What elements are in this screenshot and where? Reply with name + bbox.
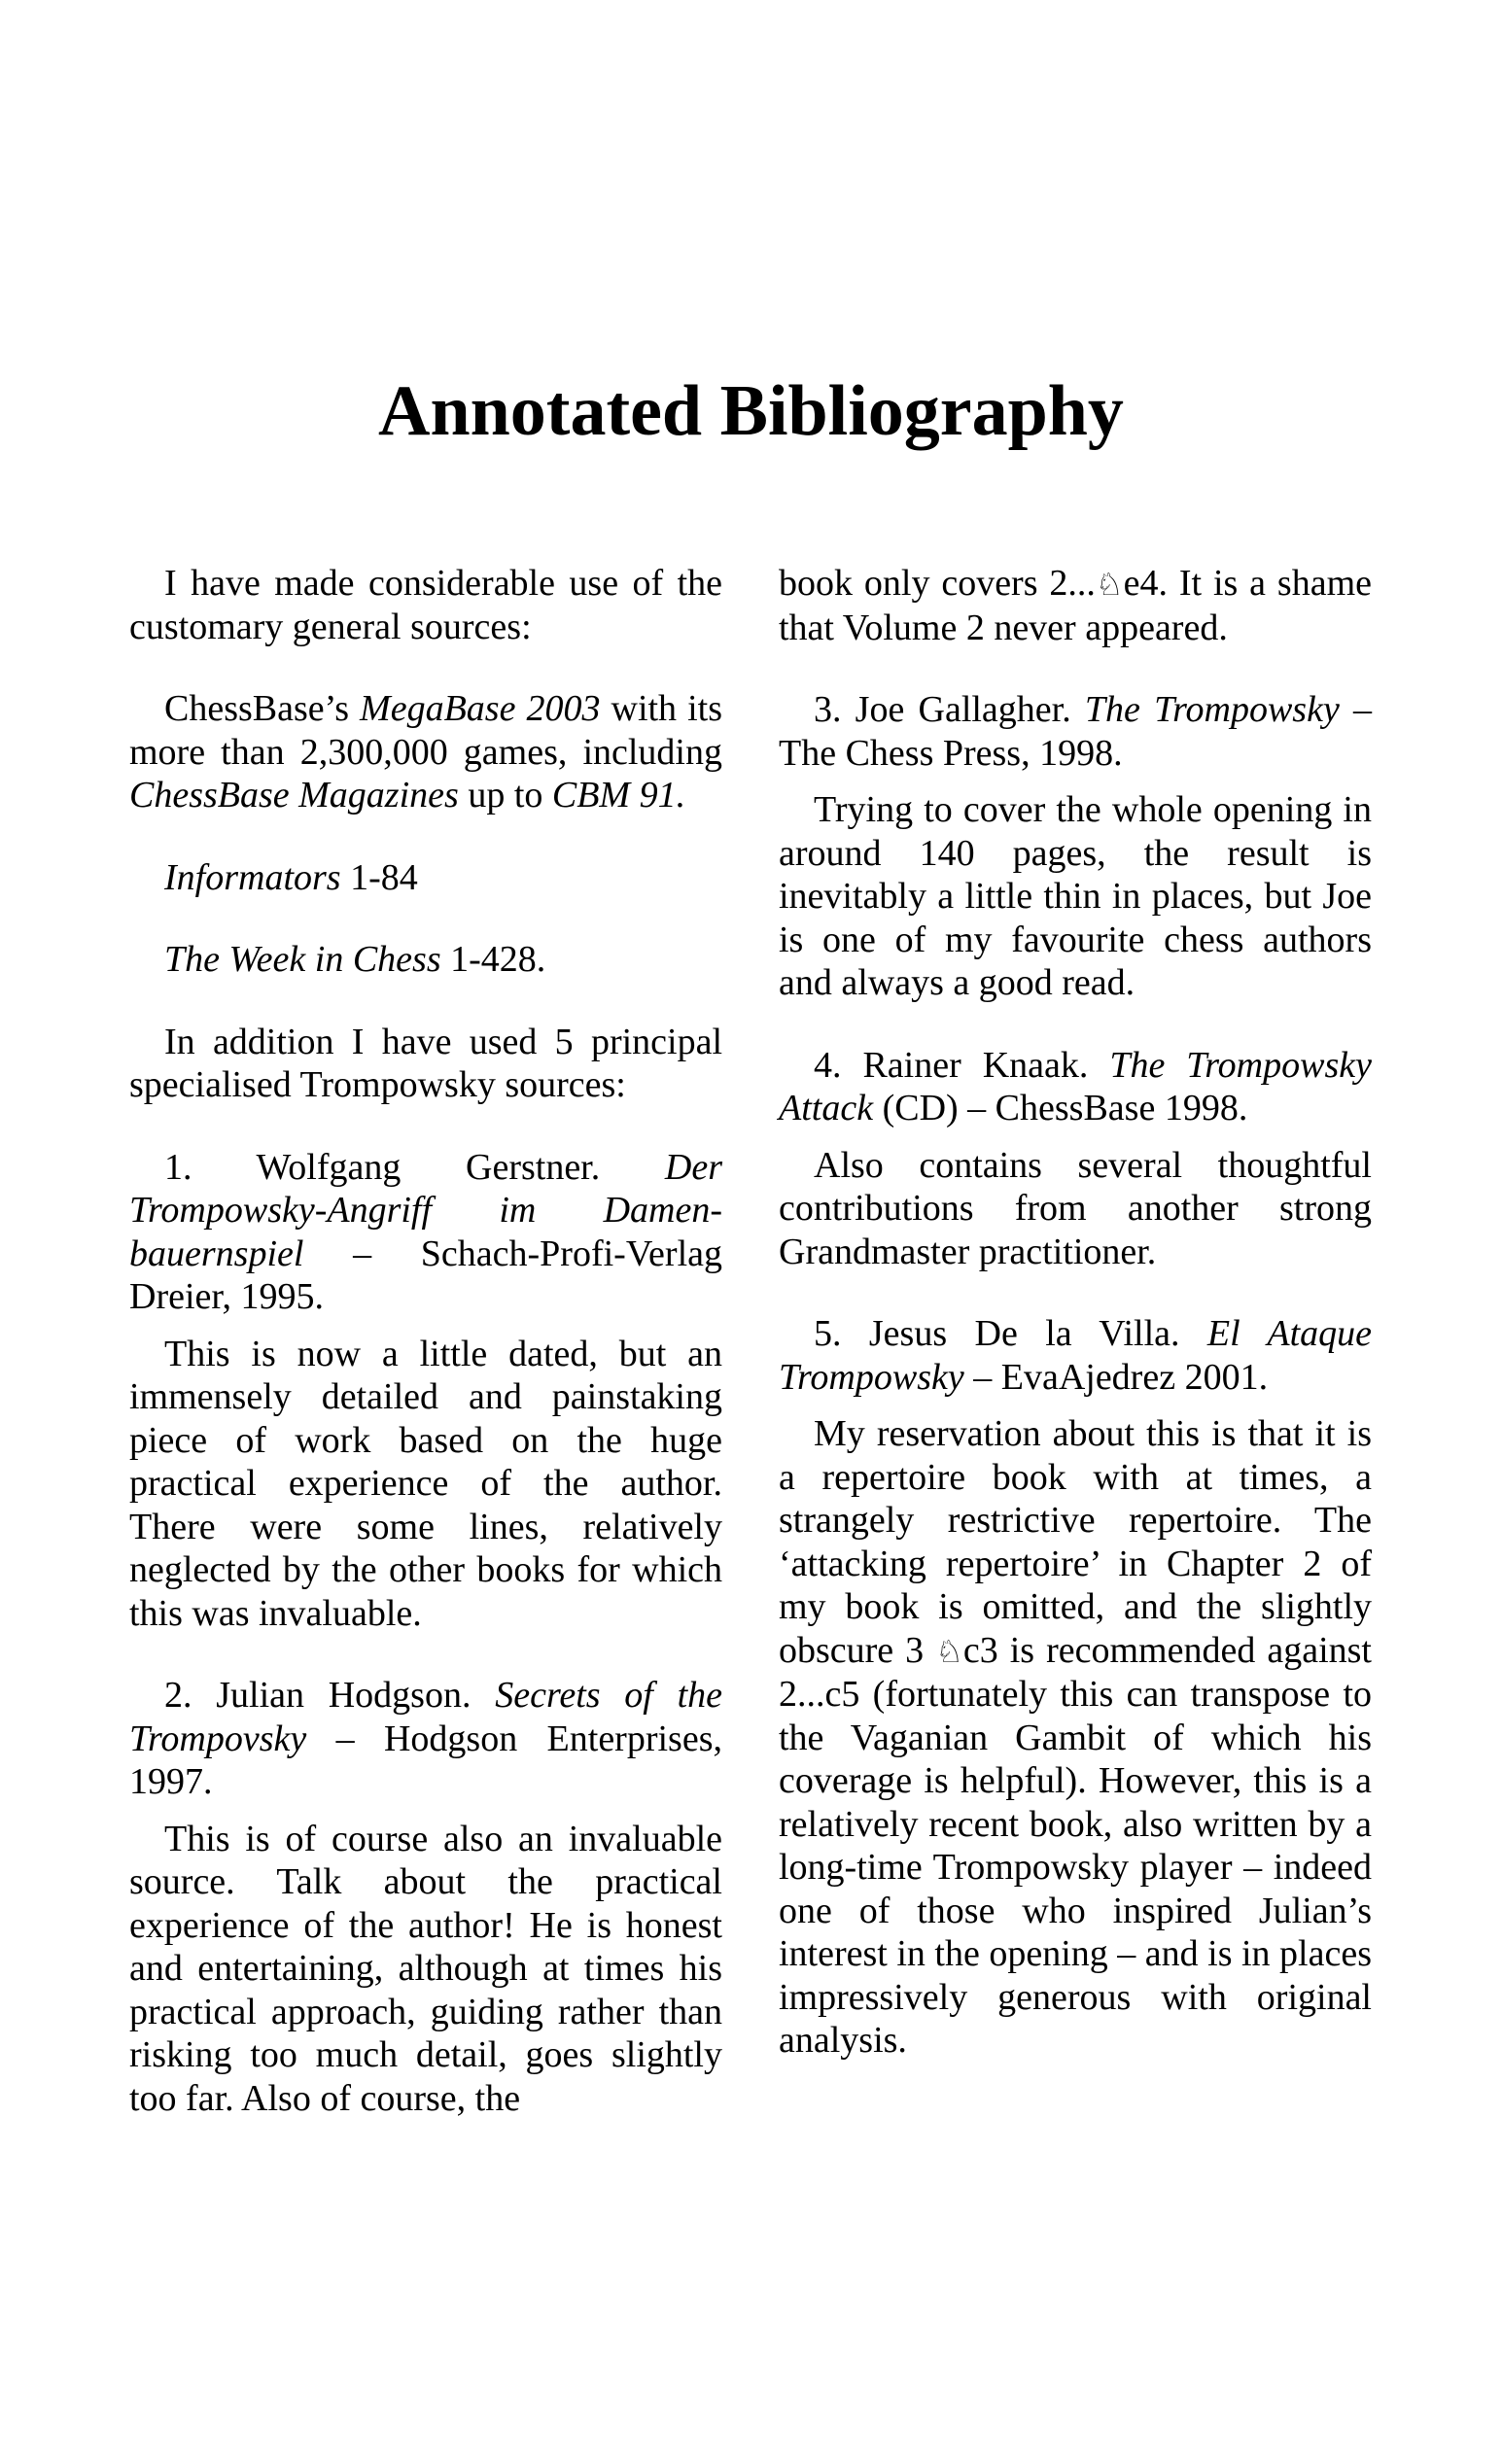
source-2-annotation-continued: book only covers 2...♘e4. It is a shame that Volume 2 never appeared. [779,563,1373,648]
source-4-citation: 4. Rainer Knaak. The Trompowsky Attack (CD) – ChessBase 1998. [779,1044,1372,1128]
source-3-citation: 3. Joe Gallagher. The Trompowsky – The Chess Press, 1998. [779,689,1372,774]
page-title: Annotated Bibliography [378,371,1124,451]
source-1-citation: 1. Wolfgang Gerstner. Der Trompowsky-Angriff im Damenbauernspiel – Schach-Profi-Verlag Dreier, 1995. [129,1146,722,1317]
source-2-annotation: This is of course also an invaluable source. Talk about the practical experience of the author! He is honest and entertaining, although at times his practical approach, guiding rather than risking too much detail, goes slightly too far. Also of course, the [129,1818,722,2119]
week-in-chess-paragraph: The Week in Chess 1-428. [164,939,546,980]
principal-sources-paragraph: In addition I have used 5 principal specialised Trompowsky sources: [129,1021,722,1105]
right-column [779,562,1372,2063]
informators-paragraph: Informators 1-84 [164,856,418,898]
knight-icon: ♘ [1095,566,1124,603]
megabase-paragraph: ChessBase’s MegaBase 2003 with its more than 2,300,000 games, including ChessBase Magazines up to CBM 91. [129,688,722,816]
source-5-citation: 5. Jesus De la Villa. El Ataque Trompowsky – EvaAjedrez 2001. [779,1313,1372,1398]
source-2-citation: 2. Julian Hodgson. Secrets of the Trompovsky – Hodgson Enterprises, 1997. [129,1675,722,1802]
source-3-annotation: Trying to cover the whole opening in around 140 pages, the result is inevitably a little thin in places, but Joe is one of my favourite chess authors and always a good read. [779,789,1372,1003]
knight-icon: ♘ [935,1632,963,1670]
left-column [129,562,722,2120]
intro-paragraph: I have made considerable use of the customary general sources: [129,563,722,647]
source-1-annotation: This is now a little dated, but an immensely detailed and painstaking piece of work based on the huge practical experience of the author. There were some lines, relatively neglected by the other books for which this was invaluable. [129,1333,722,1634]
source-4-annotation: Also contains several thoughtful contributions from another strong Grandmaster practitioner. [779,1144,1372,1272]
source-5-annotation: My reservation about this is that it is a repertoire book with at times, a strangely restrictive repertoire. The ‘attacking repertoire’ in Chapter 2 of my book is omitted, and the slightly obscure 3 ♘c3 is recommended against 2...c5 (fortunately this can transpose to the Vaganian Gambit of which his coverage is helpful). However, this is a relatively recent book, also written by a long-time Trompowsky player – indeed one of those who inspired Julian’s interest in the opening – and is in places impressively generous with original analysis. [779,1413,1372,2061]
